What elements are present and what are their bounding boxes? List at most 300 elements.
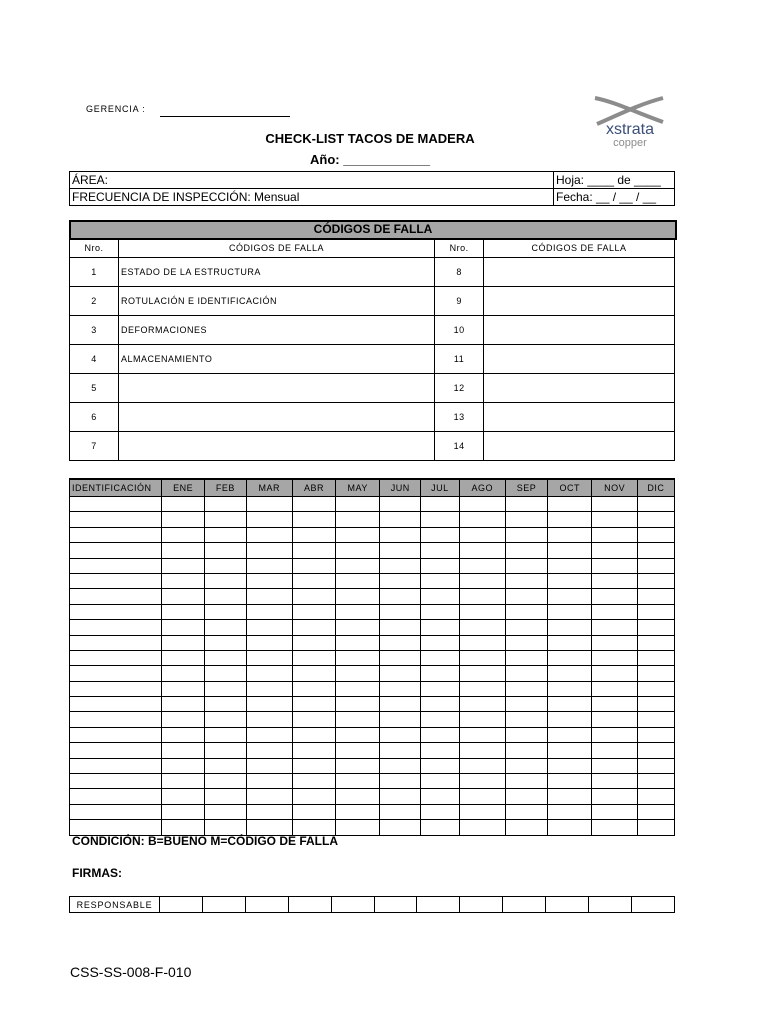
month-cell[interactable] (162, 681, 205, 696)
month-cell[interactable] (205, 604, 246, 619)
month-cell[interactable] (592, 697, 637, 712)
month-cell[interactable] (336, 743, 380, 758)
month-cell[interactable] (162, 650, 205, 665)
month-cell[interactable] (205, 527, 246, 542)
month-cell[interactable] (162, 697, 205, 712)
month-cell[interactable] (637, 604, 674, 619)
month-cell[interactable] (246, 697, 292, 712)
month-cell[interactable] (592, 727, 637, 742)
month-cell[interactable] (592, 543, 637, 558)
month-cell[interactable] (246, 774, 292, 789)
month-cell[interactable] (421, 774, 459, 789)
month-cell[interactable] (548, 743, 592, 758)
month-cell[interactable] (505, 697, 547, 712)
month-cell[interactable] (459, 681, 505, 696)
month-cell[interactable] (548, 512, 592, 527)
month-cell[interactable] (459, 712, 505, 727)
month-cell[interactable] (592, 666, 637, 681)
identificacion-cell[interactable] (70, 512, 162, 527)
month-cell[interactable] (459, 604, 505, 619)
code-description[interactable]: ROTULACIÓN E IDENTIFICACIÓN (119, 287, 435, 316)
month-cell[interactable] (336, 512, 380, 527)
month-cell[interactable] (336, 527, 380, 542)
month-cell[interactable] (162, 666, 205, 681)
month-cell[interactable] (637, 573, 674, 588)
month-cell[interactable] (421, 743, 459, 758)
month-cell[interactable] (459, 820, 505, 835)
month-cell[interactable] (548, 604, 592, 619)
month-cell[interactable] (421, 758, 459, 773)
month-cell[interactable] (162, 804, 205, 819)
identificacion-cell[interactable] (70, 604, 162, 619)
month-cell[interactable] (459, 789, 505, 804)
month-cell[interactable] (205, 573, 246, 588)
month-cell[interactable] (505, 743, 547, 758)
month-cell[interactable] (246, 543, 292, 558)
month-cell[interactable] (592, 497, 637, 512)
signature-cell[interactable] (460, 897, 503, 913)
month-cell[interactable] (292, 543, 335, 558)
month-cell[interactable] (380, 543, 421, 558)
month-cell[interactable] (205, 650, 246, 665)
month-cell[interactable] (246, 712, 292, 727)
month-cell[interactable] (637, 774, 674, 789)
month-cell[interactable] (421, 620, 459, 635)
month-cell[interactable] (421, 543, 459, 558)
month-cell[interactable] (505, 666, 547, 681)
signature-cell[interactable] (374, 897, 417, 913)
identificacion-cell[interactable] (70, 497, 162, 512)
month-cell[interactable] (380, 635, 421, 650)
month-cell[interactable] (637, 712, 674, 727)
month-cell[interactable] (246, 681, 292, 696)
month-cell[interactable] (548, 650, 592, 665)
month-cell[interactable] (246, 804, 292, 819)
month-cell[interactable] (246, 573, 292, 588)
month-cell[interactable] (205, 666, 246, 681)
signature-cell[interactable] (245, 897, 288, 913)
month-cell[interactable] (380, 820, 421, 835)
identificacion-cell[interactable] (70, 804, 162, 819)
month-cell[interactable] (380, 589, 421, 604)
month-cell[interactable] (205, 681, 246, 696)
month-cell[interactable] (246, 727, 292, 742)
month-cell[interactable] (505, 497, 547, 512)
month-cell[interactable] (421, 650, 459, 665)
identificacion-cell[interactable] (70, 774, 162, 789)
month-cell[interactable] (162, 512, 205, 527)
month-cell[interactable] (380, 573, 421, 588)
month-cell[interactable] (548, 589, 592, 604)
month-cell[interactable] (637, 558, 674, 573)
month-cell[interactable] (592, 820, 637, 835)
month-cell[interactable] (592, 743, 637, 758)
month-cell[interactable] (205, 789, 246, 804)
month-cell[interactable] (505, 758, 547, 773)
frecuencia-cell[interactable]: FRECUENCIA DE INSPECCIÓN: Mensual (70, 189, 554, 206)
month-cell[interactable] (592, 758, 637, 773)
month-cell[interactable] (637, 727, 674, 742)
month-cell[interactable] (336, 558, 380, 573)
month-cell[interactable] (505, 804, 547, 819)
code-description[interactable] (119, 374, 435, 403)
identificacion-cell[interactable] (70, 666, 162, 681)
month-cell[interactable] (205, 727, 246, 742)
month-cell[interactable] (205, 497, 246, 512)
month-cell[interactable] (205, 543, 246, 558)
month-cell[interactable] (505, 789, 547, 804)
month-cell[interactable] (548, 543, 592, 558)
month-cell[interactable] (459, 804, 505, 819)
month-cell[interactable] (548, 573, 592, 588)
month-cell[interactable] (246, 789, 292, 804)
month-cell[interactable] (637, 666, 674, 681)
month-cell[interactable] (292, 743, 335, 758)
month-cell[interactable] (459, 774, 505, 789)
code-description[interactable] (484, 345, 675, 374)
month-cell[interactable] (637, 758, 674, 773)
month-cell[interactable] (246, 650, 292, 665)
month-cell[interactable] (637, 527, 674, 542)
month-cell[interactable] (380, 774, 421, 789)
month-cell[interactable] (205, 712, 246, 727)
month-cell[interactable] (336, 804, 380, 819)
month-cell[interactable] (162, 497, 205, 512)
month-cell[interactable] (459, 697, 505, 712)
month-cell[interactable] (592, 635, 637, 650)
month-cell[interactable] (292, 804, 335, 819)
month-cell[interactable] (205, 635, 246, 650)
month-cell[interactable] (246, 604, 292, 619)
signature-cell[interactable] (589, 897, 632, 913)
signature-cell[interactable] (202, 897, 245, 913)
identificacion-cell[interactable] (70, 758, 162, 773)
month-cell[interactable] (459, 650, 505, 665)
month-cell[interactable] (421, 558, 459, 573)
month-cell[interactable] (336, 727, 380, 742)
month-cell[interactable] (548, 620, 592, 635)
month-cell[interactable] (505, 604, 547, 619)
month-cell[interactable] (548, 666, 592, 681)
month-cell[interactable] (548, 497, 592, 512)
code-description[interactable] (484, 287, 675, 316)
month-cell[interactable] (421, 804, 459, 819)
month-cell[interactable] (205, 558, 246, 573)
month-cell[interactable] (162, 635, 205, 650)
month-cell[interactable] (292, 635, 335, 650)
month-cell[interactable] (592, 573, 637, 588)
hoja-cell[interactable]: Hoja: ____ de ____ (554, 172, 675, 189)
month-cell[interactable] (505, 635, 547, 650)
month-cell[interactable] (292, 758, 335, 773)
month-cell[interactable] (421, 681, 459, 696)
month-cell[interactable] (336, 573, 380, 588)
month-cell[interactable] (292, 558, 335, 573)
month-cell[interactable] (380, 681, 421, 696)
area-cell[interactable]: ÁREA: (70, 172, 554, 189)
month-cell[interactable] (336, 620, 380, 635)
month-cell[interactable] (246, 758, 292, 773)
month-cell[interactable] (637, 681, 674, 696)
month-cell[interactable] (637, 620, 674, 635)
month-cell[interactable] (162, 727, 205, 742)
month-cell[interactable] (505, 650, 547, 665)
month-cell[interactable] (548, 681, 592, 696)
identificacion-cell[interactable] (70, 558, 162, 573)
month-cell[interactable] (205, 774, 246, 789)
month-cell[interactable] (592, 712, 637, 727)
month-cell[interactable] (205, 589, 246, 604)
month-cell[interactable] (336, 820, 380, 835)
identificacion-cell[interactable] (70, 573, 162, 588)
month-cell[interactable] (380, 758, 421, 773)
month-cell[interactable] (246, 497, 292, 512)
month-cell[interactable] (592, 650, 637, 665)
month-cell[interactable] (205, 697, 246, 712)
month-cell[interactable] (421, 666, 459, 681)
month-cell[interactable] (421, 712, 459, 727)
month-cell[interactable] (292, 727, 335, 742)
month-cell[interactable] (336, 758, 380, 773)
month-cell[interactable] (548, 774, 592, 789)
identificacion-cell[interactable] (70, 527, 162, 542)
signature-cell[interactable] (503, 897, 546, 913)
month-cell[interactable] (548, 712, 592, 727)
signature-cell[interactable] (288, 897, 331, 913)
month-cell[interactable] (162, 743, 205, 758)
month-cell[interactable] (292, 666, 335, 681)
month-cell[interactable] (505, 820, 547, 835)
month-cell[interactable] (205, 743, 246, 758)
month-cell[interactable] (637, 543, 674, 558)
identificacion-cell[interactable] (70, 712, 162, 727)
month-cell[interactable] (380, 497, 421, 512)
month-cell[interactable] (205, 758, 246, 773)
month-cell[interactable] (205, 512, 246, 527)
month-cell[interactable] (505, 543, 547, 558)
month-cell[interactable] (505, 681, 547, 696)
month-cell[interactable] (637, 804, 674, 819)
month-cell[interactable] (246, 820, 292, 835)
month-cell[interactable] (380, 512, 421, 527)
month-cell[interactable] (292, 604, 335, 619)
month-cell[interactable] (292, 527, 335, 542)
month-cell[interactable] (637, 589, 674, 604)
identificacion-cell[interactable] (70, 697, 162, 712)
month-cell[interactable] (548, 727, 592, 742)
month-cell[interactable] (380, 650, 421, 665)
month-cell[interactable] (205, 820, 246, 835)
month-cell[interactable] (637, 635, 674, 650)
month-cell[interactable] (505, 727, 547, 742)
month-cell[interactable] (292, 650, 335, 665)
month-cell[interactable] (592, 804, 637, 819)
month-cell[interactable] (505, 573, 547, 588)
month-cell[interactable] (162, 789, 205, 804)
month-cell[interactable] (505, 774, 547, 789)
month-cell[interactable] (505, 712, 547, 727)
month-cell[interactable] (548, 635, 592, 650)
month-cell[interactable] (548, 527, 592, 542)
month-cell[interactable] (592, 589, 637, 604)
month-cell[interactable] (292, 589, 335, 604)
month-cell[interactable] (336, 666, 380, 681)
code-description[interactable]: ALMACENAMIENTO (119, 345, 435, 374)
month-cell[interactable] (336, 543, 380, 558)
month-cell[interactable] (162, 543, 205, 558)
identificacion-cell[interactable] (70, 789, 162, 804)
month-cell[interactable] (336, 650, 380, 665)
month-cell[interactable] (421, 727, 459, 742)
month-cell[interactable] (162, 527, 205, 542)
month-cell[interactable] (459, 635, 505, 650)
month-cell[interactable] (459, 666, 505, 681)
month-cell[interactable] (246, 527, 292, 542)
month-cell[interactable] (246, 620, 292, 635)
month-cell[interactable] (380, 712, 421, 727)
month-cell[interactable] (380, 789, 421, 804)
month-cell[interactable] (380, 666, 421, 681)
month-cell[interactable] (292, 712, 335, 727)
code-description[interactable]: ESTADO DE LA ESTRUCTURA (119, 258, 435, 287)
month-cell[interactable] (336, 497, 380, 512)
month-cell[interactable] (459, 512, 505, 527)
gerencia-input-line[interactable] (160, 116, 290, 117)
code-description[interactable]: DEFORMACIONES (119, 316, 435, 345)
month-cell[interactable] (162, 558, 205, 573)
month-cell[interactable] (505, 512, 547, 527)
code-description[interactable] (119, 432, 435, 461)
month-cell[interactable] (380, 527, 421, 542)
code-description[interactable] (484, 316, 675, 345)
month-cell[interactable] (421, 635, 459, 650)
month-cell[interactable] (380, 743, 421, 758)
month-cell[interactable] (505, 620, 547, 635)
code-description[interactable] (484, 403, 675, 432)
month-cell[interactable] (637, 743, 674, 758)
month-cell[interactable] (459, 527, 505, 542)
month-cell[interactable] (592, 620, 637, 635)
signature-cell[interactable] (331, 897, 374, 913)
month-cell[interactable] (421, 527, 459, 542)
month-cell[interactable] (246, 743, 292, 758)
identificacion-cell[interactable] (70, 820, 162, 835)
month-cell[interactable] (421, 820, 459, 835)
month-cell[interactable] (336, 712, 380, 727)
signature-cell[interactable] (417, 897, 460, 913)
month-cell[interactable] (292, 681, 335, 696)
month-cell[interactable] (380, 558, 421, 573)
identificacion-cell[interactable] (70, 681, 162, 696)
identificacion-cell[interactable] (70, 543, 162, 558)
month-cell[interactable] (162, 573, 205, 588)
month-cell[interactable] (336, 589, 380, 604)
month-cell[interactable] (205, 804, 246, 819)
month-cell[interactable] (162, 758, 205, 773)
month-cell[interactable] (459, 558, 505, 573)
month-cell[interactable] (162, 620, 205, 635)
month-cell[interactable] (548, 820, 592, 835)
month-cell[interactable] (336, 789, 380, 804)
month-cell[interactable] (637, 697, 674, 712)
identificacion-cell[interactable] (70, 650, 162, 665)
month-cell[interactable] (246, 666, 292, 681)
month-cell[interactable] (162, 820, 205, 835)
month-cell[interactable] (162, 604, 205, 619)
month-cell[interactable] (505, 527, 547, 542)
month-cell[interactable] (637, 497, 674, 512)
identificacion-cell[interactable] (70, 589, 162, 604)
signature-cell[interactable] (631, 897, 674, 913)
month-cell[interactable] (292, 789, 335, 804)
month-cell[interactable] (246, 558, 292, 573)
month-cell[interactable] (421, 512, 459, 527)
signature-cell[interactable] (160, 897, 203, 913)
month-cell[interactable] (592, 512, 637, 527)
month-cell[interactable] (292, 620, 335, 635)
month-cell[interactable] (336, 774, 380, 789)
month-cell[interactable] (592, 681, 637, 696)
month-cell[interactable] (592, 527, 637, 542)
month-cell[interactable] (421, 789, 459, 804)
month-cell[interactable] (162, 589, 205, 604)
month-cell[interactable] (380, 727, 421, 742)
month-cell[interactable] (592, 604, 637, 619)
month-cell[interactable] (548, 758, 592, 773)
month-cell[interactable] (292, 573, 335, 588)
month-cell[interactable] (637, 820, 674, 835)
identificacion-cell[interactable] (70, 620, 162, 635)
month-cell[interactable] (459, 497, 505, 512)
month-cell[interactable] (380, 620, 421, 635)
month-cell[interactable] (459, 573, 505, 588)
month-cell[interactable] (292, 697, 335, 712)
month-cell[interactable] (505, 589, 547, 604)
month-cell[interactable] (292, 497, 335, 512)
month-cell[interactable] (336, 635, 380, 650)
month-cell[interactable] (459, 620, 505, 635)
month-cell[interactable] (548, 697, 592, 712)
identificacion-cell[interactable] (70, 635, 162, 650)
identificacion-cell[interactable] (70, 743, 162, 758)
month-cell[interactable] (162, 774, 205, 789)
month-cell[interactable] (637, 650, 674, 665)
month-cell[interactable] (380, 604, 421, 619)
month-cell[interactable] (421, 604, 459, 619)
signature-cell[interactable] (546, 897, 589, 913)
identificacion-cell[interactable] (70, 727, 162, 742)
month-cell[interactable] (637, 512, 674, 527)
month-cell[interactable] (459, 543, 505, 558)
code-description[interactable] (484, 432, 675, 461)
month-cell[interactable] (459, 743, 505, 758)
month-cell[interactable] (592, 789, 637, 804)
month-cell[interactable] (421, 497, 459, 512)
month-cell[interactable] (205, 620, 246, 635)
month-cell[interactable] (336, 681, 380, 696)
month-cell[interactable] (459, 589, 505, 604)
month-cell[interactable] (548, 558, 592, 573)
month-cell[interactable] (505, 558, 547, 573)
month-cell[interactable] (421, 589, 459, 604)
month-cell[interactable] (246, 589, 292, 604)
month-cell[interactable] (380, 804, 421, 819)
code-description[interactable] (484, 374, 675, 403)
month-cell[interactable] (592, 774, 637, 789)
month-cell[interactable] (292, 512, 335, 527)
month-cell[interactable] (459, 758, 505, 773)
month-cell[interactable] (292, 820, 335, 835)
